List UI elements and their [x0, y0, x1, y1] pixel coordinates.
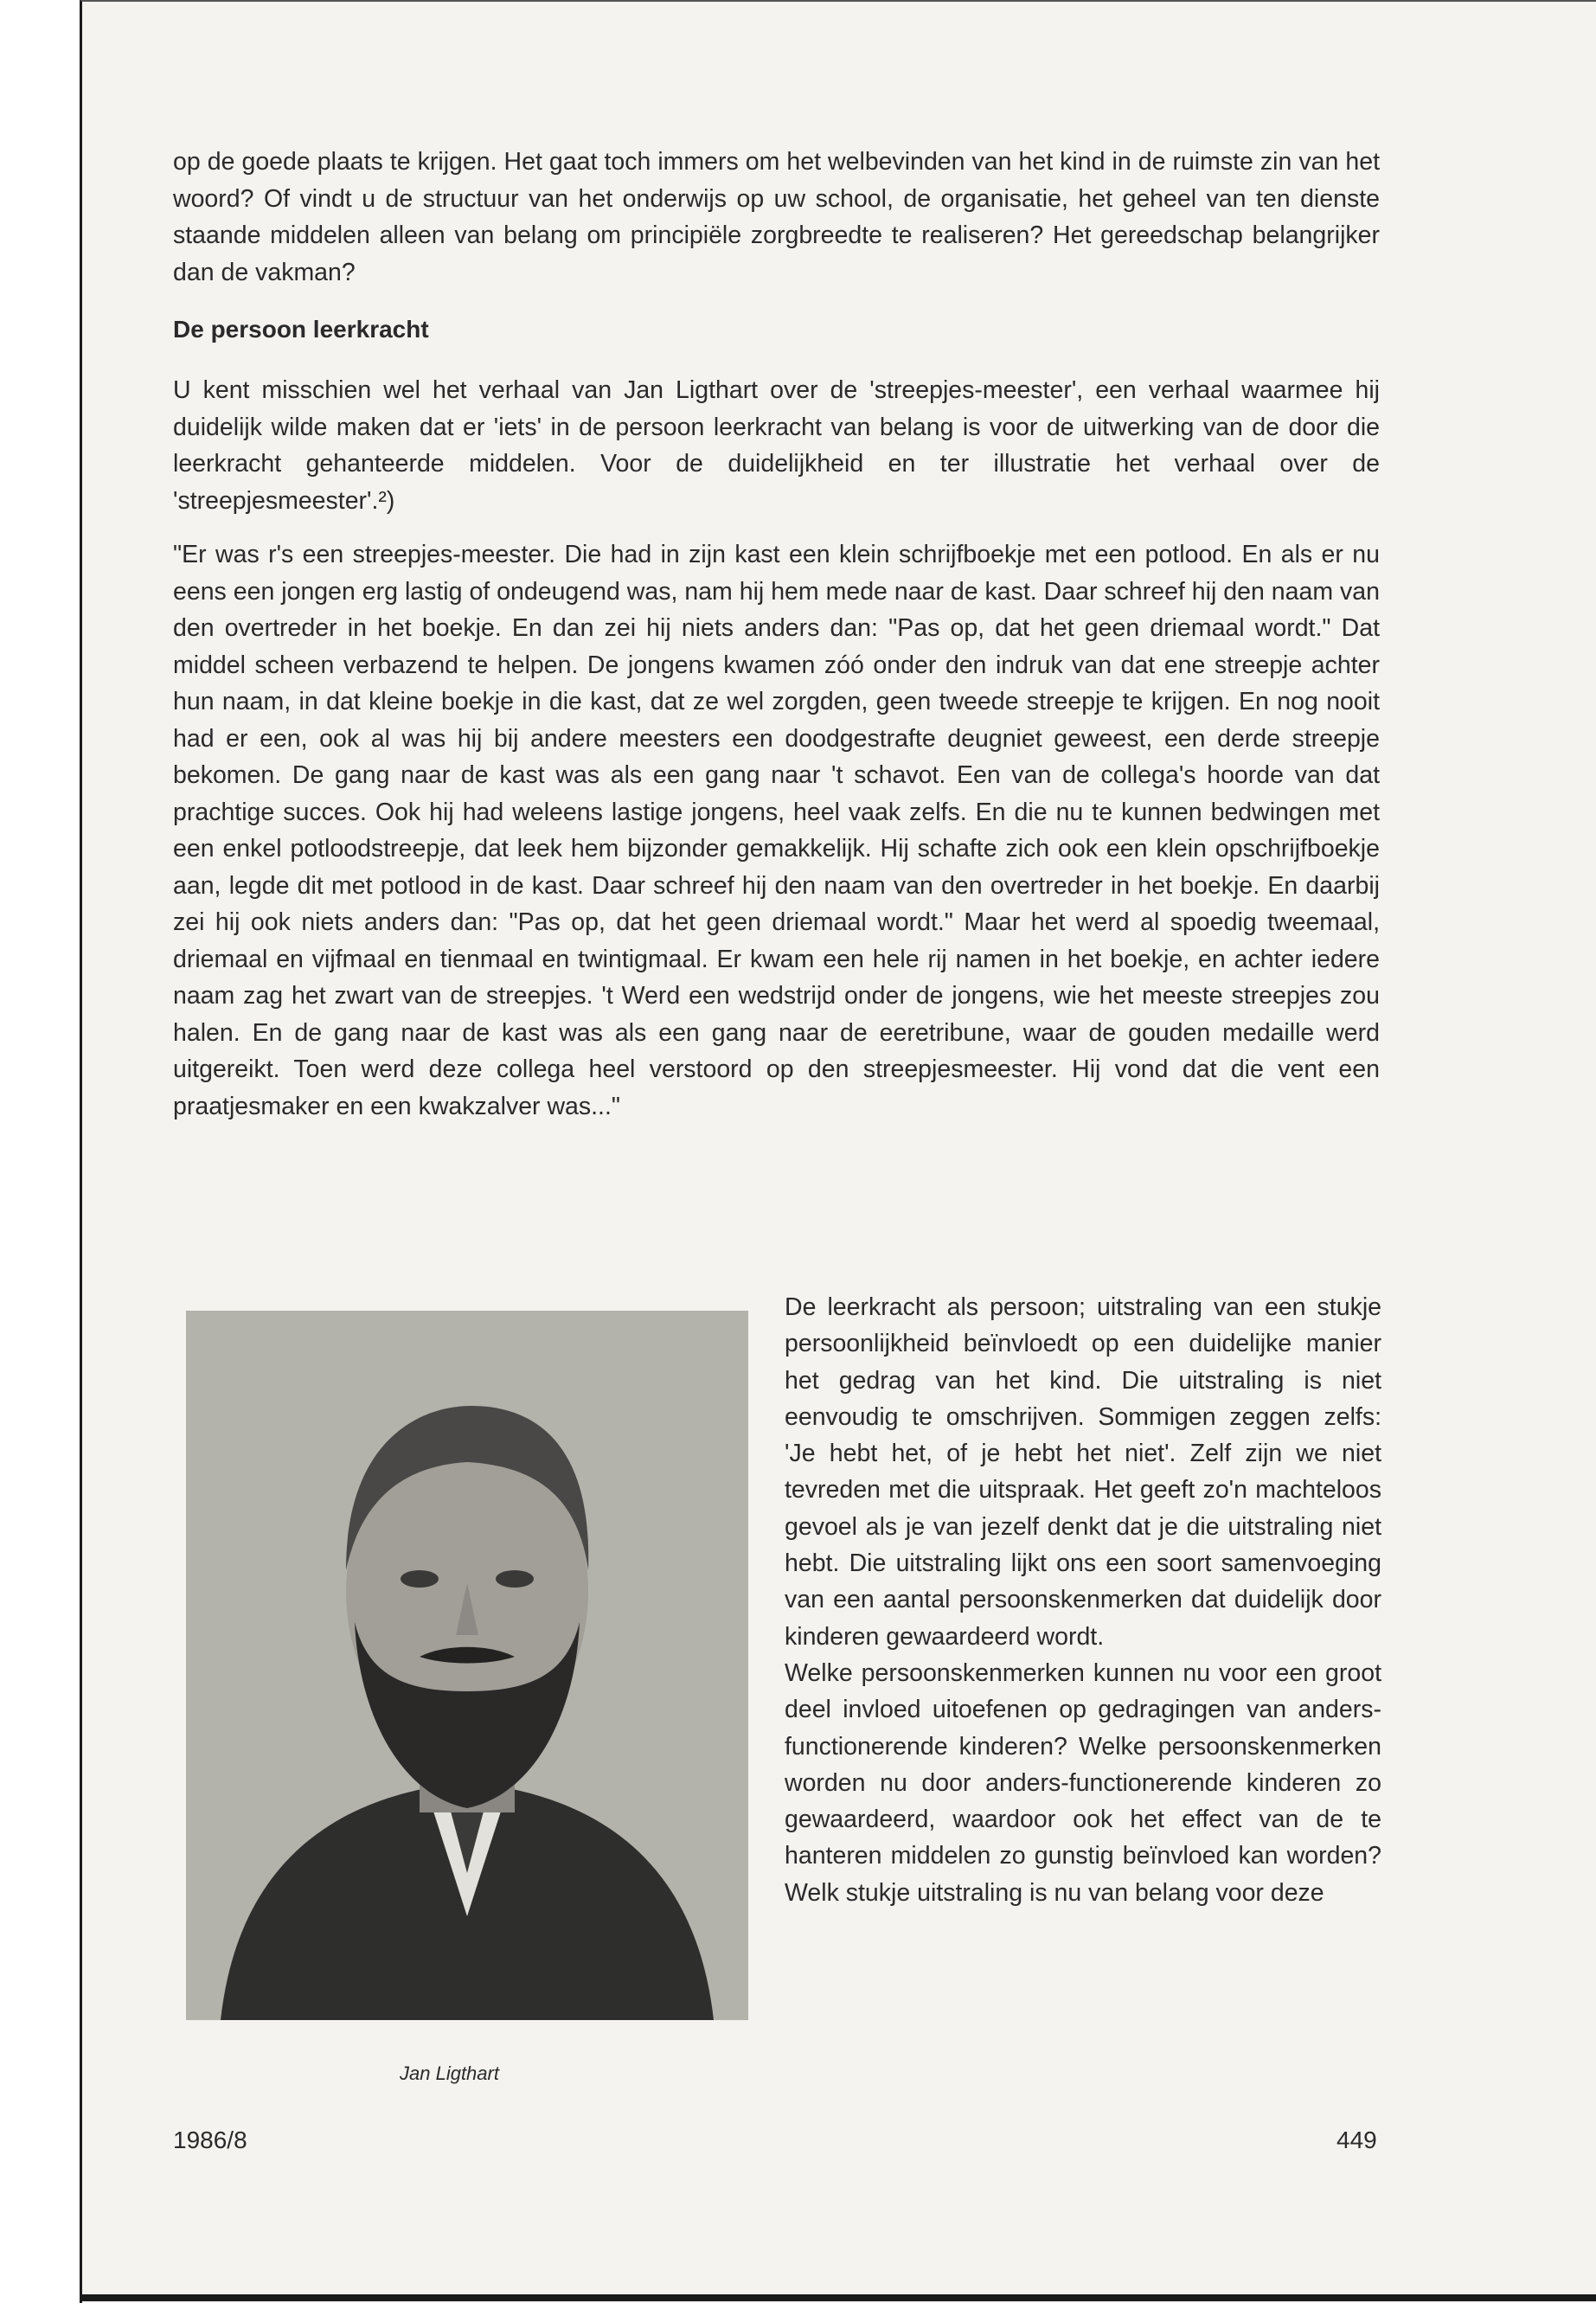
issue-number: 1986/8 [173, 2127, 247, 2153]
section-heading: De persoon leerkracht [173, 316, 429, 343]
right-column [785, 1289, 1381, 1911]
right-paragraph-1: De leerkracht als persoon; uitstraling van een stukje persoonlijkheid beïnvloedt op een duidelijke manier het gedrag van het kind. Die uitstraling is niet eenvoudig te omschrijven. Sommigen zeggen zelfs: 'Je hebt het, of je hebt het niet'. Zelf zijn we niet tevreden met die uitspraak. Het geeft zo'n machteloos gevoel als je van jezelf denkt dat je die uitstraling niet hebt. Die uitstraling lijkt ons een soort samenvoeging van een aantal persoonskenmerken dat duidelijk door kinderen gewaardeerd wordt. [785, 1293, 1381, 1651]
scan-edge [80, 2294, 1596, 2301]
right-paragraph-2: Welke persoonskenmerken kunnen nu voor een groot deel invloed uitoefenen op gedragingen van anders-functionerende kinderen? Welke persoonskenmerken worden nu door anders-functionerende kinderen zo gewaardeerd, waardoor ook het effect van de te hanteren middelen zo gunstig beïnvloed kan worden? Welk stukje uitstraling is nu van belang voor deze [785, 1658, 1381, 1907]
quoted-story: "Er was r's een streepjes-meester. Die had in zijn kast een klein schrijfboekje met een potlood. En als er nu eens een jongen erg lastig of ondeugend was, nam hij hem mede naar de kast. Daar schreef hij den naam van den overtreder in het boekje. En dan zei hij niets anders dan: "Pas op, dat het geen driemaal wordt." Dat middel scheen verbazend te helpen. De jongens kwamen zóó onder den indruk van dat ene streepje achter hun naam, in dat kleine boekje in die kast, dat ze wel zorgden, geen tweede streepje te krijgen. En nog nooit had er een, ook al was hij bij andere meesters een doodgestrafte deugniet geweest, een derde streepje bekomen. De gang naar de kast was als een gang naar 't schavot. Een van de collega's hoorde van dat prachtige succes. Ook hij had weleens lastige jongens, heel vaak zelfs. En die nu te kunnen bedwingen met een enkel potloodstreepje, dat leek hem bijzonder gemakkelijk. Hij schafte zich ook een klein opschrijfboekje aan, legde dit met potlood in de kast. Daar schreef hij den naam van den overtreder in het boekje. En daarbij zei hij ook niets anders dan: "Pas op, dat het geen driemaal wordt." Maar het werd al spoedig tweemaal, driemaal en vijfmaal en tienmaal en twintigmaal. Er kwam een hele rij namen in het boekje, en achter iedere naam zag het zwart van de streepjes. 't Werd een wedstrijd onder de jongens, wie het meeste streepjes zou halen. En de gang naar de kast was als een gang naar de eeretribune, waar de gouden medaille werd uitgereikt. Toen werd deze collega heel verstoord op den streepjesmeester. Hij vond dat die vent een praatjesmaker en een kwakzalver was..." [173, 541, 1380, 1120]
intro-paragraph: op de goede plaats te krijgen. Het gaat toch immers om het welbevinden van het kind in de ruimste zin van het woord? Of vindt u de structuur van het onderwijs op uw school, de organisatie, het geheel van ten dienste staande middelen alleen van belang om principiële zorgbreedte te realiseren? Het gereedschap belangrijker dan de vakman? [173, 148, 1380, 286]
photo-caption: Jan Ligthart [400, 2062, 499, 2084]
body-paragraph: U kent misschien wel het verhaal van Jan Ligthart over de 'streepjes-meester', een verhaal waarmee hij duidelijk wilde maken dat er 'iets' in de persoon leerkracht van belang is voor de uitwerking van de door die leerkracht gehanteerde middelen. Voor de duidelijkheid en ter illustratie het verhaal over de 'streepjesmeester'.²) [173, 376, 1380, 515]
page-number: 449 [1336, 2127, 1377, 2153]
portrait-photo [186, 1311, 748, 2020]
